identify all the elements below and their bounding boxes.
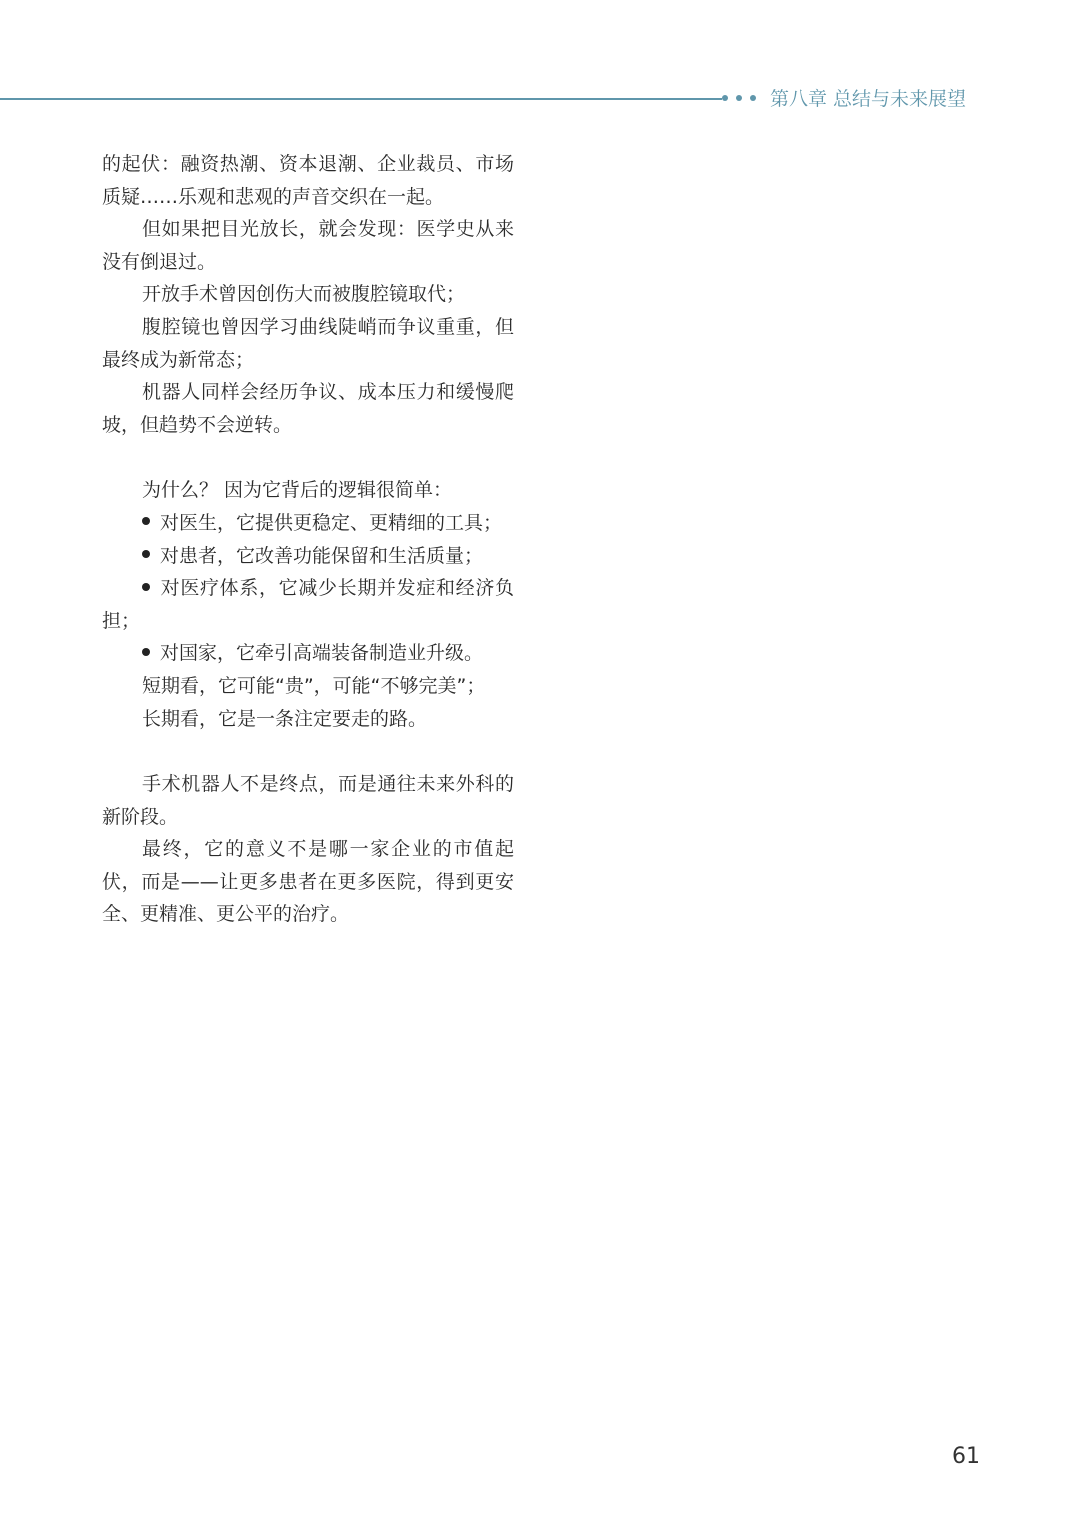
paragraph: 最终，它的意义不是哪一家企业的市值起伏，而是——让更多患者在更多医院，得到更安全、更精准、更公平的治疗。 xyxy=(102,838,514,926)
bullet-icon xyxy=(142,550,150,558)
header-dot xyxy=(736,95,742,101)
paragraph-gap xyxy=(102,441,514,474)
paragraph: 为什么？ 因为它背后的逻辑很简单： xyxy=(142,479,453,502)
bullet-item xyxy=(102,507,514,540)
bullet-icon xyxy=(142,517,150,525)
page-number: 61 xyxy=(952,1444,980,1469)
paragraph-gap xyxy=(102,735,514,768)
chapter-title: 第八章 总结与未来展望 xyxy=(770,88,967,110)
paragraph: 机器人同样会经历争议、成本压力和缓慢爬坡，但趋势不会逆转。 xyxy=(102,381,514,436)
paragraph: 短期看，它可能“贵”，可能“不够完美”； xyxy=(142,674,486,697)
paragraph: 长期看，它是一条注定要走的路。 xyxy=(142,707,428,730)
paragraph: 手术机器人不是终点，而是通往未来外科的新阶段。 xyxy=(102,773,514,828)
bullet-text: 对医生，它提供更稳定、更精细的工具； xyxy=(160,511,503,534)
paragraph: 但如果把目光放长，就会发现：医学史从来没有倒退过。 xyxy=(102,218,514,273)
bullet-icon xyxy=(142,583,150,591)
body-text xyxy=(102,148,514,931)
header-dot xyxy=(750,95,756,101)
paragraph: 开放手术曾因创伤大而被腹腔镜取代； xyxy=(142,283,466,306)
header-dot xyxy=(722,95,728,101)
paragraph: 的起伏：融资热潮、资本退潮、企业裁员、市场质疑……乐观和悲观的声音交织在一起。 xyxy=(102,153,514,208)
bullet-text: 对医疗体系，它减少长期并发症和经济负担； xyxy=(102,577,514,632)
bullet-item xyxy=(102,637,514,670)
header-dots-ornament xyxy=(722,94,762,104)
paragraph: 腹腔镜也曾因学习曲线陡峭而争议重重，但最终成为新常态； xyxy=(102,315,514,371)
bullet-text: 对患者，它改善功能保留和生活质量； xyxy=(160,544,484,567)
running-header xyxy=(0,84,1080,114)
bullet-text: 对国家，它牵引高端装备制造业升级。 xyxy=(160,642,484,665)
bullet-item xyxy=(102,540,514,573)
header-rule-line xyxy=(0,98,722,100)
bullet-item xyxy=(102,572,514,637)
bullet-icon xyxy=(142,648,150,656)
